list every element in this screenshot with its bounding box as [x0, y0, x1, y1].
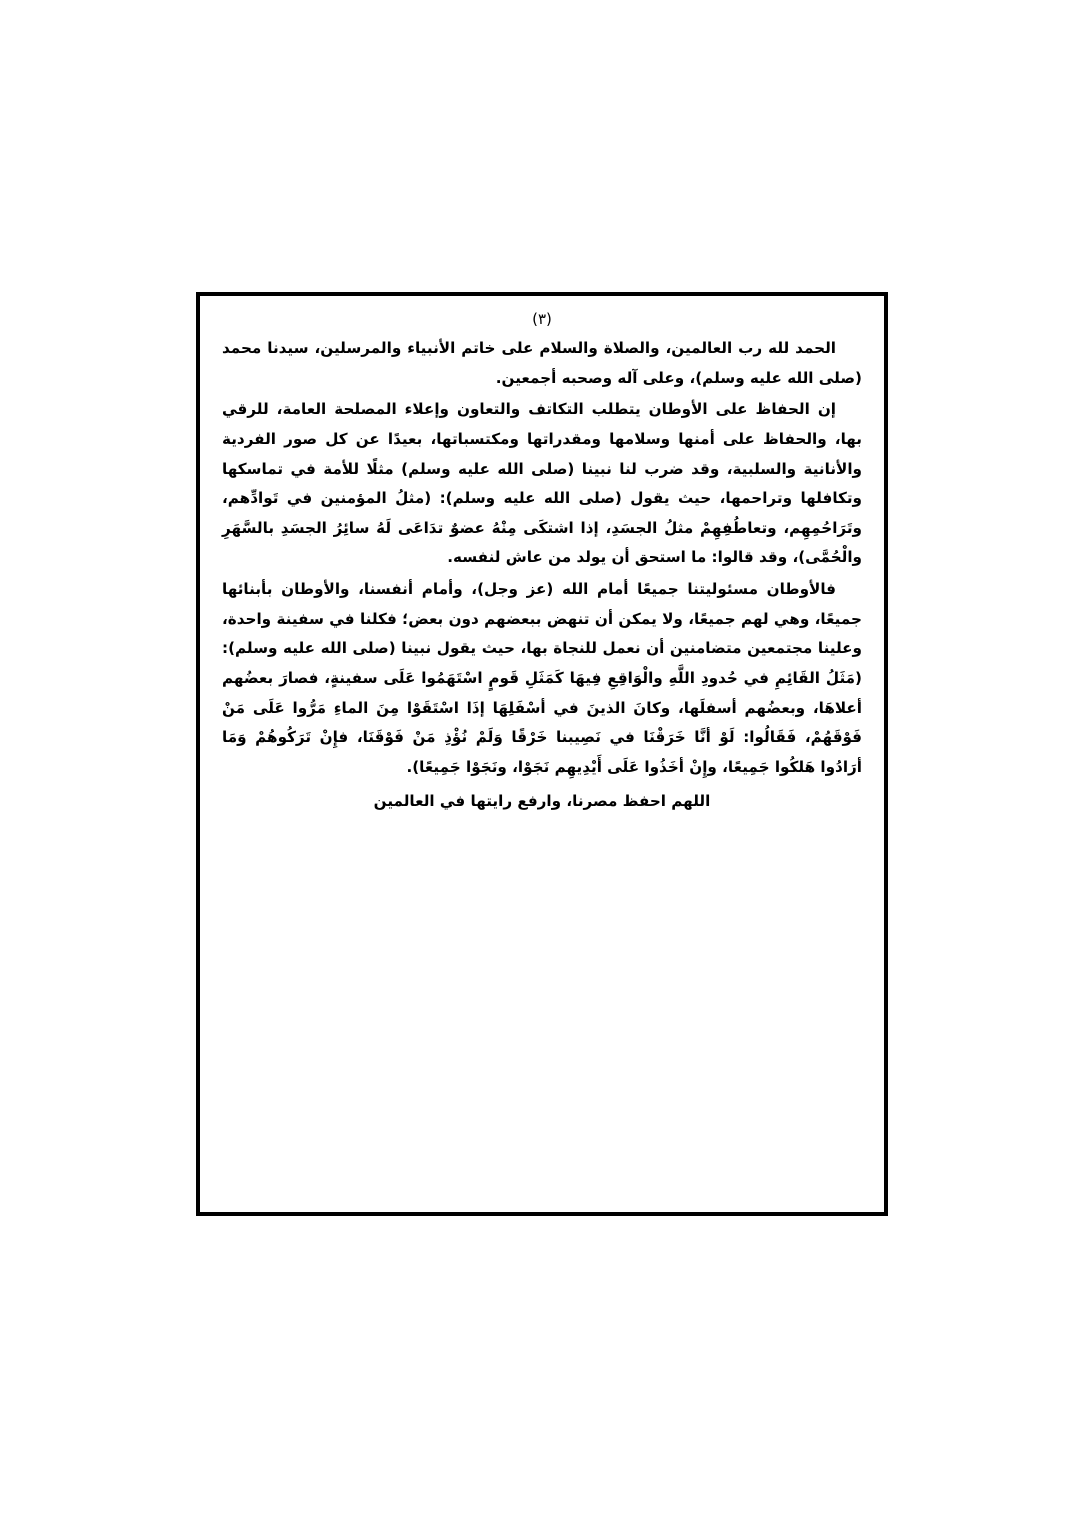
- paragraph-3: فالأوطان مسئوليتنا جميعًا أمام الله (عز وجل)، وأمام أنفسنا، والأوطان بأبنائها جميعًا، وهي لهم جميعًا، ولا يمكن أن تنهض ببعضهم دون بعض؛ فكلنا في سفينة واحدة، وعلينا مجتمعين متضامنين أن نعمل للنجاة بها، حيث يقول نبينا (صلى الله عليه وسلم): (مَثَلُ القَائِمِ في حُدودِ اللَّهِ والْوَاقِعِ فِيهَا كَمَثَلِ قَومٍ اسْتَهَمُوا عَلَى سفينةٍ، فصارَ بعضُهم أعلاهَا، وبعضُهم أسفلَها، وكانَ الذينَ في أسْفَلِهَا إذَا اسْتَقَوْا مِنَ الماءِ مَرُّوا عَلَى مَنْ فَوْقَهُمْ، فَقَالُوا: لَوْ أنَّا خَرَقْنَا في نَصِيبنا خَرْقًا وَلَمْ نُؤْذِ مَنْ فَوْقَنَا، فإِنْ تَرَكُوهُمْ وَمَا أرَادُوا هَلكُوا جَمِيعًا، وإِنْ أخَذُوا عَلَى أَيْدِيهِم نَجَوْا، ونَجَوْا جَمِيعًا).: [222, 580, 862, 776]
- paragraph-1: الحمد لله رب العالمين، والصلاة والسلام على خاتم الأنبياء والمرسلين، سيدنا محمد (صلى الله عليه وسلم)، وعلى آله وصحبه أجمعين.: [222, 339, 862, 387]
- paragraph-4-closing-dua: اللهم احفظ مصرنا، وارفع رايتها في العالمين: [373, 791, 711, 810]
- paragraph-2: إن الحفاظ على الأوطان يتطلب التكاتف والتعاون وإعلاء المصلحة العامة، للرقي بها، والحفاظ على أمنها وسلامها ومقدراتها ومكتسباتها، بعيدًا عن كل صور الفردية والأنانية والسلبية، وقد ضرب لنا نبينا (صلى الله عليه وسلم) مثلًا للأمة في تماسكها وتكافلها وتراحمها، حيث يقول (صلى الله عليه وسلم): (مثلُ المؤمنين في تَوادِّهم، وتَرَاحُمِهِم، وتعاطُفِهِمْ مثلُ الجسَدِ، إذا اشتكَى مِنْهُ عضوٌ تدَاعَى لَهُ سائِرُ الجسَدِ بالسَّهَرِ والْحُمَّى)، وقد قالوا: ما استحق أن يولد من عاش لنفسه.: [222, 400, 862, 567]
- document-frame: [196, 292, 888, 1216]
- page-number: (٣): [532, 310, 552, 328]
- document-body: [222, 334, 862, 816]
